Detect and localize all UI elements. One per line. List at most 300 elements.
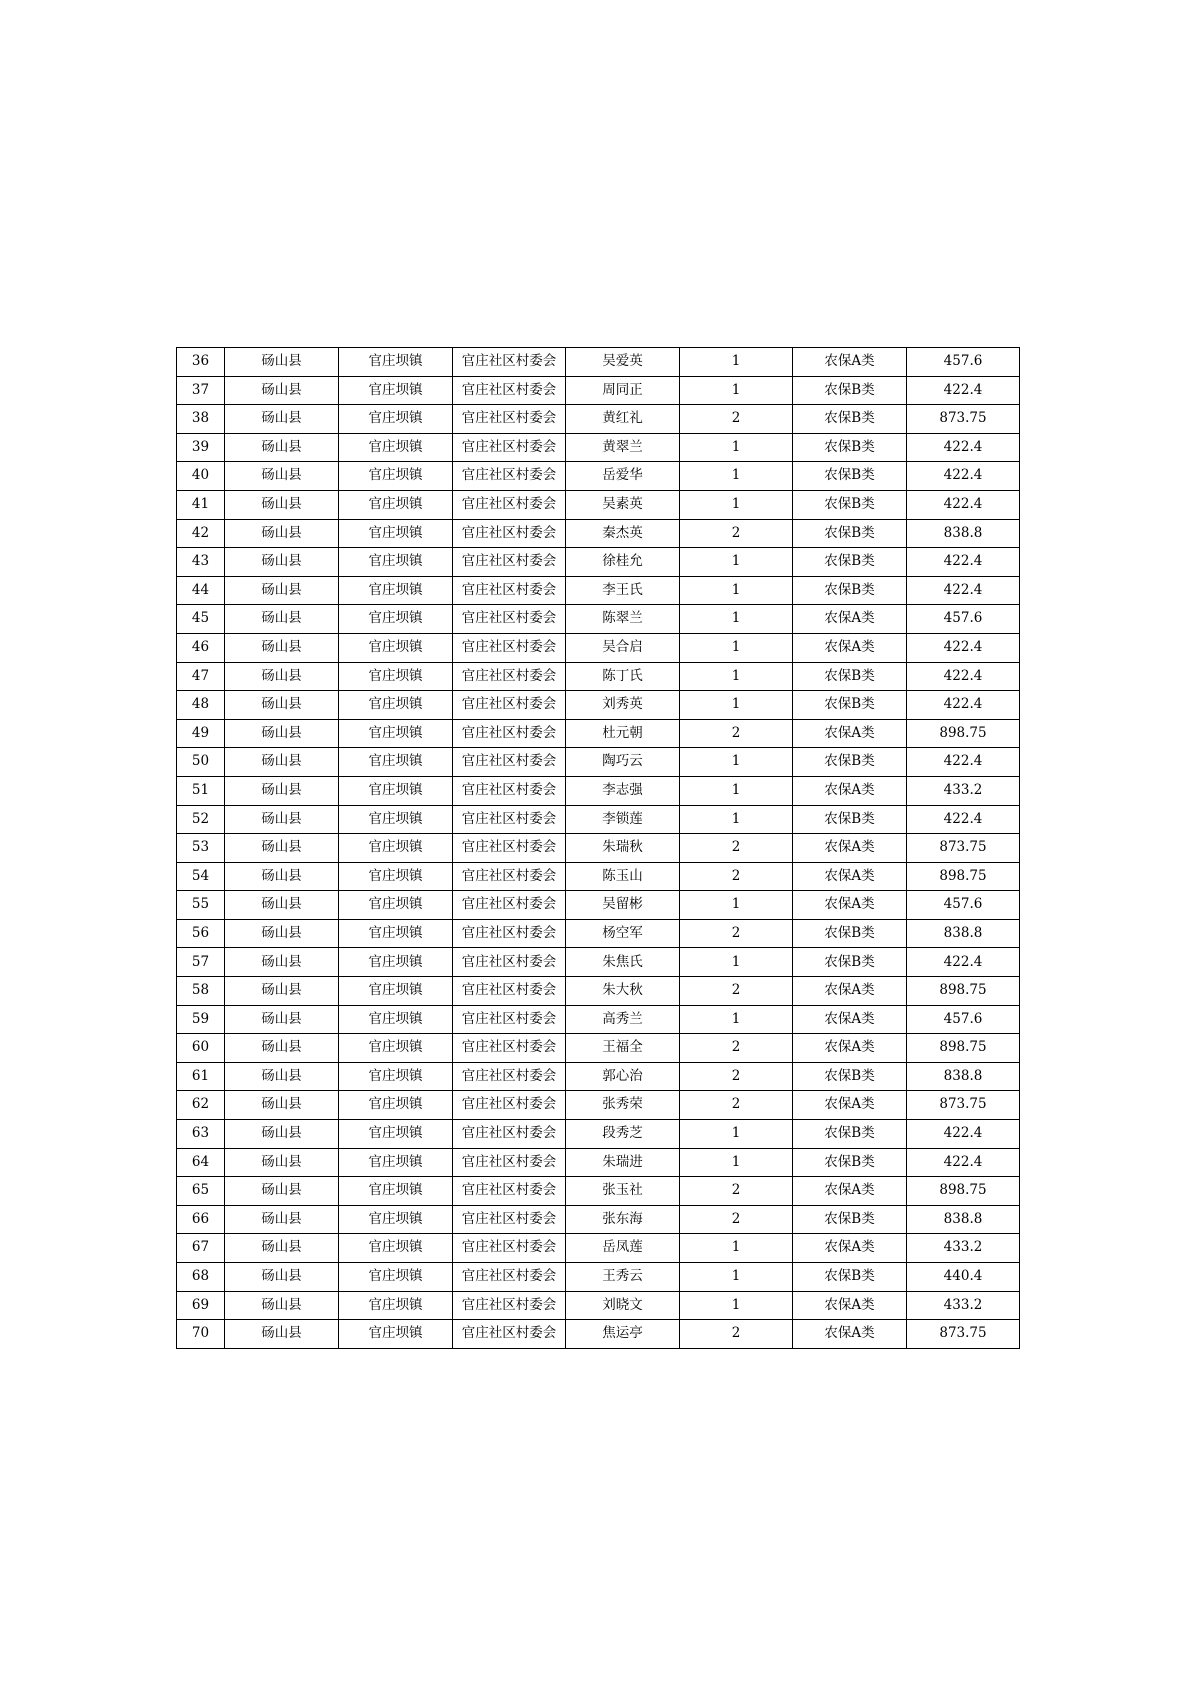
town-cell: 官庄坝镇 [339, 805, 453, 834]
county-cell: 砀山县 [225, 1091, 339, 1120]
name-cell: 陈丁氏 [566, 662, 680, 691]
person-count-cell: 1 [680, 1263, 793, 1292]
county-cell: 砀山县 [225, 1234, 339, 1263]
insurance-type-cell: 农保B类 [793, 376, 907, 405]
person-count-cell: 1 [680, 776, 793, 805]
insurance-type-cell: 农保B类 [793, 805, 907, 834]
county-cell: 砀山县 [225, 891, 339, 920]
person-count-cell: 1 [680, 805, 793, 834]
person-count-cell: 1 [680, 891, 793, 920]
county-cell: 砀山县 [225, 691, 339, 720]
town-cell: 官庄坝镇 [339, 633, 453, 662]
town-cell: 官庄坝镇 [339, 605, 453, 634]
county-cell: 砀山县 [225, 1120, 339, 1149]
person-count-cell: 1 [680, 1291, 793, 1320]
name-cell: 刘晓文 [566, 1291, 680, 1320]
table-row [177, 1005, 1020, 1034]
insurance-type-cell: 农保B类 [793, 919, 907, 948]
insurance-type-cell: 农保A类 [793, 1234, 907, 1263]
row-number-cell: 51 [177, 776, 225, 805]
county-cell: 砀山县 [225, 576, 339, 605]
amount-cell: 873.75 [907, 834, 1020, 863]
county-cell: 砀山县 [225, 1177, 339, 1206]
row-number-cell: 46 [177, 633, 225, 662]
table-row [177, 1034, 1020, 1063]
name-cell: 陈翠兰 [566, 605, 680, 634]
insurance-type-cell: 农保A类 [793, 776, 907, 805]
amount-cell: 433.2 [907, 776, 1020, 805]
village-cell: 官庄社区村委会 [453, 948, 566, 977]
row-number-cell: 65 [177, 1177, 225, 1206]
name-cell: 焦运亭 [566, 1320, 680, 1349]
person-count-cell: 1 [680, 433, 793, 462]
insurance-type-cell: 农保B类 [793, 748, 907, 777]
row-number-cell: 68 [177, 1263, 225, 1292]
name-cell: 郭心治 [566, 1062, 680, 1091]
county-cell: 砀山县 [225, 1062, 339, 1091]
amount-cell: 873.75 [907, 1320, 1020, 1349]
amount-cell: 838.8 [907, 1062, 1020, 1091]
person-count-cell: 2 [680, 1320, 793, 1349]
county-cell: 砀山县 [225, 834, 339, 863]
village-cell: 官庄社区村委会 [453, 1234, 566, 1263]
table-row [177, 548, 1020, 577]
name-cell: 刘秀英 [566, 691, 680, 720]
table-row [177, 1320, 1020, 1349]
person-count-cell: 1 [680, 576, 793, 605]
table-row [177, 376, 1020, 405]
county-cell: 砀山县 [225, 519, 339, 548]
table-row [177, 633, 1020, 662]
town-cell: 官庄坝镇 [339, 1148, 453, 1177]
village-cell: 官庄社区村委会 [453, 776, 566, 805]
row-number-cell: 54 [177, 862, 225, 891]
town-cell: 官庄坝镇 [339, 919, 453, 948]
amount-cell: 422.4 [907, 462, 1020, 491]
row-number-cell: 41 [177, 490, 225, 519]
name-cell: 黄红礼 [566, 405, 680, 434]
village-cell: 官庄社区村委会 [453, 662, 566, 691]
county-cell: 砀山县 [225, 805, 339, 834]
name-cell: 朱焦氏 [566, 948, 680, 977]
insurance-type-cell: 农保B类 [793, 490, 907, 519]
row-number-cell: 42 [177, 519, 225, 548]
town-cell: 官庄坝镇 [339, 548, 453, 577]
row-number-cell: 69 [177, 1291, 225, 1320]
town-cell: 官庄坝镇 [339, 1120, 453, 1149]
amount-cell: 422.4 [907, 805, 1020, 834]
person-count-cell: 1 [680, 948, 793, 977]
village-cell: 官庄社区村委会 [453, 862, 566, 891]
town-cell: 官庄坝镇 [339, 1320, 453, 1349]
insurance-type-cell: 农保A类 [793, 1005, 907, 1034]
village-cell: 官庄社区村委会 [453, 405, 566, 434]
town-cell: 官庄坝镇 [339, 1205, 453, 1234]
name-cell: 张玉社 [566, 1177, 680, 1206]
table-row [177, 948, 1020, 977]
row-number-cell: 58 [177, 977, 225, 1006]
name-cell: 李锁莲 [566, 805, 680, 834]
row-number-cell: 49 [177, 719, 225, 748]
person-count-cell: 2 [680, 1205, 793, 1234]
table-row [177, 719, 1020, 748]
amount-cell: 457.6 [907, 348, 1020, 377]
person-count-cell: 1 [680, 1148, 793, 1177]
village-cell: 官庄社区村委会 [453, 1034, 566, 1063]
name-cell: 李王氏 [566, 576, 680, 605]
row-number-cell: 60 [177, 1034, 225, 1063]
table-row [177, 691, 1020, 720]
table-row [177, 805, 1020, 834]
county-cell: 砀山县 [225, 748, 339, 777]
amount-cell: 898.75 [907, 719, 1020, 748]
name-cell: 陈玉山 [566, 862, 680, 891]
table-row [177, 748, 1020, 777]
name-cell: 吴素英 [566, 490, 680, 519]
village-cell: 官庄社区村委会 [453, 834, 566, 863]
insurance-type-cell: 农保A类 [793, 891, 907, 920]
name-cell: 岳爱华 [566, 462, 680, 491]
person-count-cell: 1 [680, 748, 793, 777]
town-cell: 官庄坝镇 [339, 1177, 453, 1206]
town-cell: 官庄坝镇 [339, 662, 453, 691]
row-number-cell: 36 [177, 348, 225, 377]
table-row [177, 1291, 1020, 1320]
name-cell: 徐桂允 [566, 548, 680, 577]
person-count-cell: 2 [680, 1177, 793, 1206]
town-cell: 官庄坝镇 [339, 891, 453, 920]
table-row [177, 405, 1020, 434]
village-cell: 官庄社区村委会 [453, 348, 566, 377]
town-cell: 官庄坝镇 [339, 1062, 453, 1091]
table-row [177, 977, 1020, 1006]
name-cell: 朱大秋 [566, 977, 680, 1006]
amount-cell: 422.4 [907, 576, 1020, 605]
county-cell: 砀山县 [225, 948, 339, 977]
name-cell: 张秀荣 [566, 1091, 680, 1120]
insurance-type-cell: 农保B类 [793, 662, 907, 691]
village-cell: 官庄社区村委会 [453, 576, 566, 605]
county-cell: 砀山县 [225, 433, 339, 462]
amount-cell: 898.75 [907, 862, 1020, 891]
row-number-cell: 44 [177, 576, 225, 605]
amount-cell: 457.6 [907, 1005, 1020, 1034]
town-cell: 官庄坝镇 [339, 1263, 453, 1292]
amount-cell: 838.8 [907, 1205, 1020, 1234]
town-cell: 官庄坝镇 [339, 433, 453, 462]
person-count-cell: 1 [680, 462, 793, 491]
insurance-type-cell: 农保B类 [793, 691, 907, 720]
table-row [177, 862, 1020, 891]
row-number-cell: 43 [177, 548, 225, 577]
village-cell: 官庄社区村委会 [453, 1320, 566, 1349]
town-cell: 官庄坝镇 [339, 977, 453, 1006]
town-cell: 官庄坝镇 [339, 519, 453, 548]
village-cell: 官庄社区村委会 [453, 1062, 566, 1091]
town-cell: 官庄坝镇 [339, 776, 453, 805]
insurance-type-cell: 农保A类 [793, 977, 907, 1006]
person-count-cell: 1 [680, 348, 793, 377]
table-row [177, 519, 1020, 548]
row-number-cell: 66 [177, 1205, 225, 1234]
table-row [177, 576, 1020, 605]
amount-cell: 422.4 [907, 633, 1020, 662]
table-row [177, 1120, 1020, 1149]
name-cell: 王秀云 [566, 1263, 680, 1292]
insurance-type-cell: 农保B类 [793, 462, 907, 491]
table-body [177, 348, 1020, 1349]
insurance-type-cell: 农保B类 [793, 1205, 907, 1234]
name-cell: 王福全 [566, 1034, 680, 1063]
row-number-cell: 55 [177, 891, 225, 920]
person-count-cell: 1 [680, 662, 793, 691]
village-cell: 官庄社区村委会 [453, 977, 566, 1006]
amount-cell: 422.4 [907, 948, 1020, 977]
village-cell: 官庄社区村委会 [453, 919, 566, 948]
county-cell: 砀山县 [225, 1034, 339, 1063]
town-cell: 官庄坝镇 [339, 862, 453, 891]
person-count-cell: 1 [680, 376, 793, 405]
person-count-cell: 2 [680, 719, 793, 748]
county-cell: 砀山县 [225, 1291, 339, 1320]
person-count-cell: 2 [680, 1034, 793, 1063]
county-cell: 砀山县 [225, 862, 339, 891]
town-cell: 官庄坝镇 [339, 490, 453, 519]
row-number-cell: 53 [177, 834, 225, 863]
county-cell: 砀山县 [225, 1205, 339, 1234]
table-row [177, 1062, 1020, 1091]
row-number-cell: 62 [177, 1091, 225, 1120]
row-number-cell: 40 [177, 462, 225, 491]
table-row [177, 1148, 1020, 1177]
village-cell: 官庄社区村委会 [453, 605, 566, 634]
amount-cell: 433.2 [907, 1291, 1020, 1320]
name-cell: 李志强 [566, 776, 680, 805]
row-number-cell: 67 [177, 1234, 225, 1263]
county-cell: 砀山县 [225, 548, 339, 577]
village-cell: 官庄社区村委会 [453, 1205, 566, 1234]
table-row [177, 1091, 1020, 1120]
amount-cell: 433.2 [907, 1234, 1020, 1263]
name-cell: 吴留彬 [566, 891, 680, 920]
insurance-type-cell: 农保A类 [793, 633, 907, 662]
insurance-type-cell: 农保A类 [793, 862, 907, 891]
person-count-cell: 1 [680, 691, 793, 720]
village-cell: 官庄社区村委会 [453, 433, 566, 462]
insurance-type-cell: 农保A类 [793, 1091, 907, 1120]
county-cell: 砀山县 [225, 1263, 339, 1292]
person-count-cell: 1 [680, 633, 793, 662]
amount-cell: 898.75 [907, 1177, 1020, 1206]
insurance-type-cell: 农保B类 [793, 433, 907, 462]
amount-cell: 422.4 [907, 1148, 1020, 1177]
insurance-type-cell: 农保B类 [793, 948, 907, 977]
row-number-cell: 64 [177, 1148, 225, 1177]
county-cell: 砀山县 [225, 1148, 339, 1177]
town-cell: 官庄坝镇 [339, 691, 453, 720]
name-cell: 岳凤莲 [566, 1234, 680, 1263]
row-number-cell: 50 [177, 748, 225, 777]
insurance-type-cell: 农保B类 [793, 519, 907, 548]
amount-cell: 838.8 [907, 519, 1020, 548]
amount-cell: 422.4 [907, 1120, 1020, 1149]
town-cell: 官庄坝镇 [339, 948, 453, 977]
village-cell: 官庄社区村委会 [453, 1005, 566, 1034]
county-cell: 砀山县 [225, 719, 339, 748]
amount-cell: 873.75 [907, 1091, 1020, 1120]
county-cell: 砀山县 [225, 633, 339, 662]
village-cell: 官庄社区村委会 [453, 1263, 566, 1292]
table-row [177, 490, 1020, 519]
person-count-cell: 1 [680, 605, 793, 634]
table-row [177, 662, 1020, 691]
beneficiary-table [176, 347, 1020, 1349]
county-cell: 砀山县 [225, 662, 339, 691]
name-cell: 杨空军 [566, 919, 680, 948]
village-cell: 官庄社区村委会 [453, 891, 566, 920]
county-cell: 砀山县 [225, 919, 339, 948]
county-cell: 砀山县 [225, 405, 339, 434]
insurance-type-cell: 农保B类 [793, 1148, 907, 1177]
row-number-cell: 70 [177, 1320, 225, 1349]
row-number-cell: 52 [177, 805, 225, 834]
amount-cell: 873.75 [907, 405, 1020, 434]
village-cell: 官庄社区村委会 [453, 805, 566, 834]
town-cell: 官庄坝镇 [339, 1034, 453, 1063]
village-cell: 官庄社区村委会 [453, 519, 566, 548]
row-number-cell: 56 [177, 919, 225, 948]
insurance-type-cell: 农保A类 [793, 1034, 907, 1063]
village-cell: 官庄社区村委会 [453, 1091, 566, 1120]
county-cell: 砀山县 [225, 977, 339, 1006]
village-cell: 官庄社区村委会 [453, 376, 566, 405]
insurance-type-cell: 农保A类 [793, 834, 907, 863]
town-cell: 官庄坝镇 [339, 834, 453, 863]
table-row [177, 776, 1020, 805]
table-row [177, 433, 1020, 462]
village-cell: 官庄社区村委会 [453, 490, 566, 519]
amount-cell: 422.4 [907, 691, 1020, 720]
person-count-cell: 2 [680, 977, 793, 1006]
village-cell: 官庄社区村委会 [453, 1120, 566, 1149]
village-cell: 官庄社区村委会 [453, 633, 566, 662]
town-cell: 官庄坝镇 [339, 1291, 453, 1320]
insurance-type-cell: 农保B类 [793, 548, 907, 577]
town-cell: 官庄坝镇 [339, 1091, 453, 1120]
person-count-cell: 2 [680, 862, 793, 891]
name-cell: 秦杰英 [566, 519, 680, 548]
county-cell: 砀山县 [225, 1005, 339, 1034]
town-cell: 官庄坝镇 [339, 576, 453, 605]
table-row [177, 891, 1020, 920]
insurance-type-cell: 农保A类 [793, 1320, 907, 1349]
amount-cell: 898.75 [907, 1034, 1020, 1063]
person-count-cell: 2 [680, 1091, 793, 1120]
county-cell: 砀山县 [225, 490, 339, 519]
village-cell: 官庄社区村委会 [453, 748, 566, 777]
table-row [177, 462, 1020, 491]
name-cell: 张东海 [566, 1205, 680, 1234]
name-cell: 杜元朝 [566, 719, 680, 748]
amount-cell: 440.4 [907, 1263, 1020, 1292]
name-cell: 高秀兰 [566, 1005, 680, 1034]
row-number-cell: 57 [177, 948, 225, 977]
person-count-cell: 1 [680, 548, 793, 577]
person-count-cell: 1 [680, 1234, 793, 1263]
insurance-type-cell: 农保B类 [793, 576, 907, 605]
row-number-cell: 63 [177, 1120, 225, 1149]
county-cell: 砀山县 [225, 605, 339, 634]
row-number-cell: 61 [177, 1062, 225, 1091]
county-cell: 砀山县 [225, 348, 339, 377]
person-count-cell: 2 [680, 519, 793, 548]
town-cell: 官庄坝镇 [339, 748, 453, 777]
person-count-cell: 1 [680, 490, 793, 519]
row-number-cell: 37 [177, 376, 225, 405]
insurance-type-cell: 农保A类 [793, 1177, 907, 1206]
village-cell: 官庄社区村委会 [453, 1291, 566, 1320]
county-cell: 砀山县 [225, 1320, 339, 1349]
row-number-cell: 59 [177, 1005, 225, 1034]
person-count-cell: 2 [680, 405, 793, 434]
name-cell: 朱瑞秋 [566, 834, 680, 863]
name-cell: 陶巧云 [566, 748, 680, 777]
name-cell: 黄翠兰 [566, 433, 680, 462]
village-cell: 官庄社区村委会 [453, 691, 566, 720]
insurance-type-cell: 农保B类 [793, 1062, 907, 1091]
row-number-cell: 48 [177, 691, 225, 720]
town-cell: 官庄坝镇 [339, 376, 453, 405]
row-number-cell: 47 [177, 662, 225, 691]
village-cell: 官庄社区村委会 [453, 719, 566, 748]
village-cell: 官庄社区村委会 [453, 548, 566, 577]
county-cell: 砀山县 [225, 376, 339, 405]
table-row [177, 1205, 1020, 1234]
row-number-cell: 38 [177, 405, 225, 434]
insurance-type-cell: 农保A类 [793, 1291, 907, 1320]
name-cell: 吴爱英 [566, 348, 680, 377]
insurance-type-cell: 农保B类 [793, 1120, 907, 1149]
town-cell: 官庄坝镇 [339, 405, 453, 434]
person-count-cell: 2 [680, 1062, 793, 1091]
insurance-type-cell: 农保B类 [793, 405, 907, 434]
amount-cell: 898.75 [907, 977, 1020, 1006]
amount-cell: 457.6 [907, 605, 1020, 634]
table-row [177, 919, 1020, 948]
amount-cell: 422.4 [907, 662, 1020, 691]
town-cell: 官庄坝镇 [339, 1234, 453, 1263]
person-count-cell: 2 [680, 834, 793, 863]
table-row [177, 348, 1020, 377]
town-cell: 官庄坝镇 [339, 348, 453, 377]
town-cell: 官庄坝镇 [339, 1005, 453, 1034]
insurance-type-cell: 农保B类 [793, 1263, 907, 1292]
insurance-type-cell: 农保A类 [793, 348, 907, 377]
table-row [177, 1177, 1020, 1206]
village-cell: 官庄社区村委会 [453, 462, 566, 491]
town-cell: 官庄坝镇 [339, 462, 453, 491]
amount-cell: 422.4 [907, 376, 1020, 405]
town-cell: 官庄坝镇 [339, 719, 453, 748]
name-cell: 吴合启 [566, 633, 680, 662]
amount-cell: 422.4 [907, 490, 1020, 519]
table-row [177, 605, 1020, 634]
amount-cell: 457.6 [907, 891, 1020, 920]
name-cell: 段秀芝 [566, 1120, 680, 1149]
amount-cell: 422.4 [907, 433, 1020, 462]
person-count-cell: 1 [680, 1120, 793, 1149]
table-row [177, 834, 1020, 863]
